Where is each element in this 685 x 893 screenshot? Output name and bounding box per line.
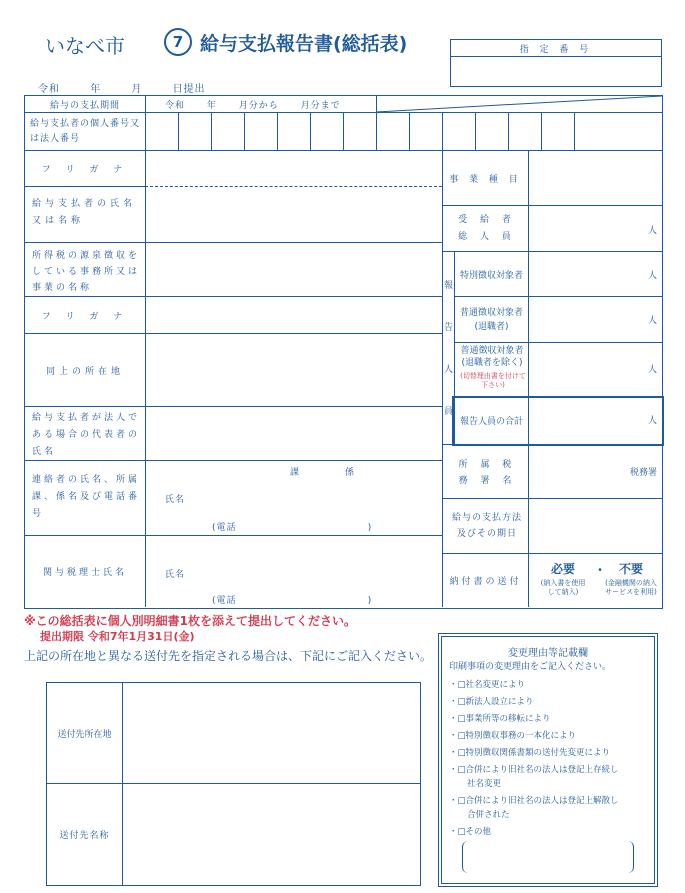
report-vertical-1: 報	[444, 281, 455, 291]
change-reason-list	[449, 678, 649, 839]
dest-name-label: 送付先名称	[59, 830, 110, 841]
ordinary-excluding-unit: 人	[648, 365, 659, 375]
special-collection-unit: 人	[648, 271, 659, 281]
needed-option[interactable]	[538, 560, 588, 597]
change-item-relocation[interactable]: ・□事業所等の移転により	[449, 714, 551, 724]
tax-accountant-label: 関与税理士氏名	[42, 568, 127, 578]
change-item-new-corp[interactable]: ・□新法人設立により	[449, 697, 534, 707]
city-name: いなべ市	[45, 34, 125, 58]
furigana2-label: フ リ ガ ナ	[41, 311, 129, 322]
report-total-label: 報告人員の合計	[459, 416, 523, 427]
payer-number-label: 給与支払者の個人番号又は法人番号	[30, 119, 141, 144]
change-item-company-rename[interactable]: ・□社名変更により	[449, 680, 526, 690]
needed-label: 必要	[550, 562, 575, 576]
contact-name: 氏名	[165, 495, 186, 505]
change-reason-title: 変更理由等記載欄	[508, 648, 588, 659]
not-needed-label: 不要	[618, 562, 643, 576]
dest-address-label: 送付先所在地	[57, 729, 112, 740]
recipients-total-unit: 人	[648, 226, 659, 236]
payer-name-label: 給与支払者の氏名又は名称	[32, 199, 137, 226]
change-item-merger-dissolve[interactable]: ・□合併により旧社名の法人は登記上解散し	[449, 796, 619, 806]
contact-team: 係	[345, 468, 356, 478]
change-item-merger-dissolve-cont: 合併された	[467, 810, 510, 820]
tax-accountant-name: 氏名	[165, 570, 186, 580]
submit-date	[38, 80, 206, 95]
form-number: 7	[172, 33, 184, 51]
pay-period-value[interactable]	[165, 98, 341, 111]
ordinary-retired-label: 普通徴収対象者(退職者)	[459, 307, 523, 332]
report-vertical-4: 員	[444, 407, 455, 417]
submit-era: 令和	[38, 84, 60, 95]
report-total-unit: 人	[648, 416, 659, 426]
not-needed-option[interactable]	[603, 560, 659, 597]
furigana-label: フ リ ガ ナ	[41, 165, 129, 175]
attach-notice: ※この総括表に個人別明細書1枚を添えて提出してください。	[24, 614, 357, 628]
special-collection-label: 特別徴収対象者	[459, 270, 523, 281]
address-label: 同上の所在地	[45, 366, 124, 377]
contact-label: 連絡者の氏名、所属課、係名及び電話番号	[32, 475, 141, 519]
report-vertical-3: 人	[444, 365, 455, 375]
change-item-other[interactable]: ・□その他	[449, 827, 492, 837]
submit-day: 日提出	[172, 84, 206, 95]
dest-name-input[interactable]	[123, 784, 419, 884]
pay-period-to: 月分まで	[300, 101, 341, 111]
needed-note: (納入書を使用して納入)	[540, 579, 586, 596]
form-title: 給与支払報告書(総括表)	[200, 33, 408, 55]
tax-accountant-phone: (電話 )	[212, 596, 373, 606]
change-reason-subtitle: 印刷事項の変更理由をご記入ください。	[449, 662, 612, 672]
pay-period-era: 令和	[165, 101, 186, 111]
alt-address-note: 上記の所在地と異なる送付先を指定される場合は、下記にご記入ください。	[24, 649, 433, 663]
ordinary-retired-unit: 人	[648, 316, 659, 326]
ordinary-excluding-label: 普通徴収対象者(退職者を除く)	[460, 346, 524, 368]
designated-number-label: 指 定 番 号	[451, 40, 661, 57]
payer-number-cells[interactable]	[145, 113, 662, 150]
contact-section: 課	[290, 468, 301, 478]
dest-address-input[interactable]	[123, 683, 419, 783]
change-item-merger-survive[interactable]: ・□合併により旧社名の法人は登記上存続し	[449, 765, 619, 775]
option-separator: ・	[594, 563, 607, 577]
business-type-label: 事 業 種 目	[449, 174, 522, 185]
pay-period-year: 年	[206, 101, 217, 111]
designated-number-box	[450, 39, 662, 87]
form-number-badge	[164, 28, 192, 56]
submit-year: 年	[90, 84, 102, 95]
other-reason-input[interactable]	[462, 841, 634, 873]
change-item-delivery-change[interactable]: ・□特別徴収関係書類の送付先変更により	[449, 748, 611, 758]
contact-phone: (電話 )	[212, 523, 373, 533]
change-item-merger-survive-cont: 社名変更	[467, 779, 502, 789]
recipients-total-label: 受 給 者 総 人 員	[458, 214, 516, 242]
pay-method-label: 給与の支払方法及びその期日	[451, 513, 522, 539]
office-label: 所得税の源泉徴収をしている事務所又は事業の名称	[32, 251, 141, 293]
diagonal-line	[376, 95, 662, 113]
not-needed-note: (金融機関の納入サービスを利用)	[605, 579, 657, 596]
tax-office-label: 所 属 税 務 署 名	[458, 460, 517, 486]
change-item-unification[interactable]: ・□特別徴収事務の一本化により	[449, 731, 577, 741]
payment-slip-label: 納付書の送付	[449, 577, 522, 587]
report-vertical-2: 告	[444, 323, 455, 333]
submit-month: 月	[131, 84, 143, 95]
ordinary-excluding-note: (切替理由書を付けて下さい)	[460, 372, 526, 389]
pay-period-label: 給与の支払期間	[49, 100, 120, 111]
pay-period-from: 月分から	[238, 101, 279, 111]
deadline-notice: 提出期限 令和7年1月31日(金)	[40, 630, 195, 643]
representative-label: 給与支払者が法人である場合の代表者の氏名	[32, 413, 141, 457]
tax-office-unit: 税務署	[630, 468, 658, 478]
